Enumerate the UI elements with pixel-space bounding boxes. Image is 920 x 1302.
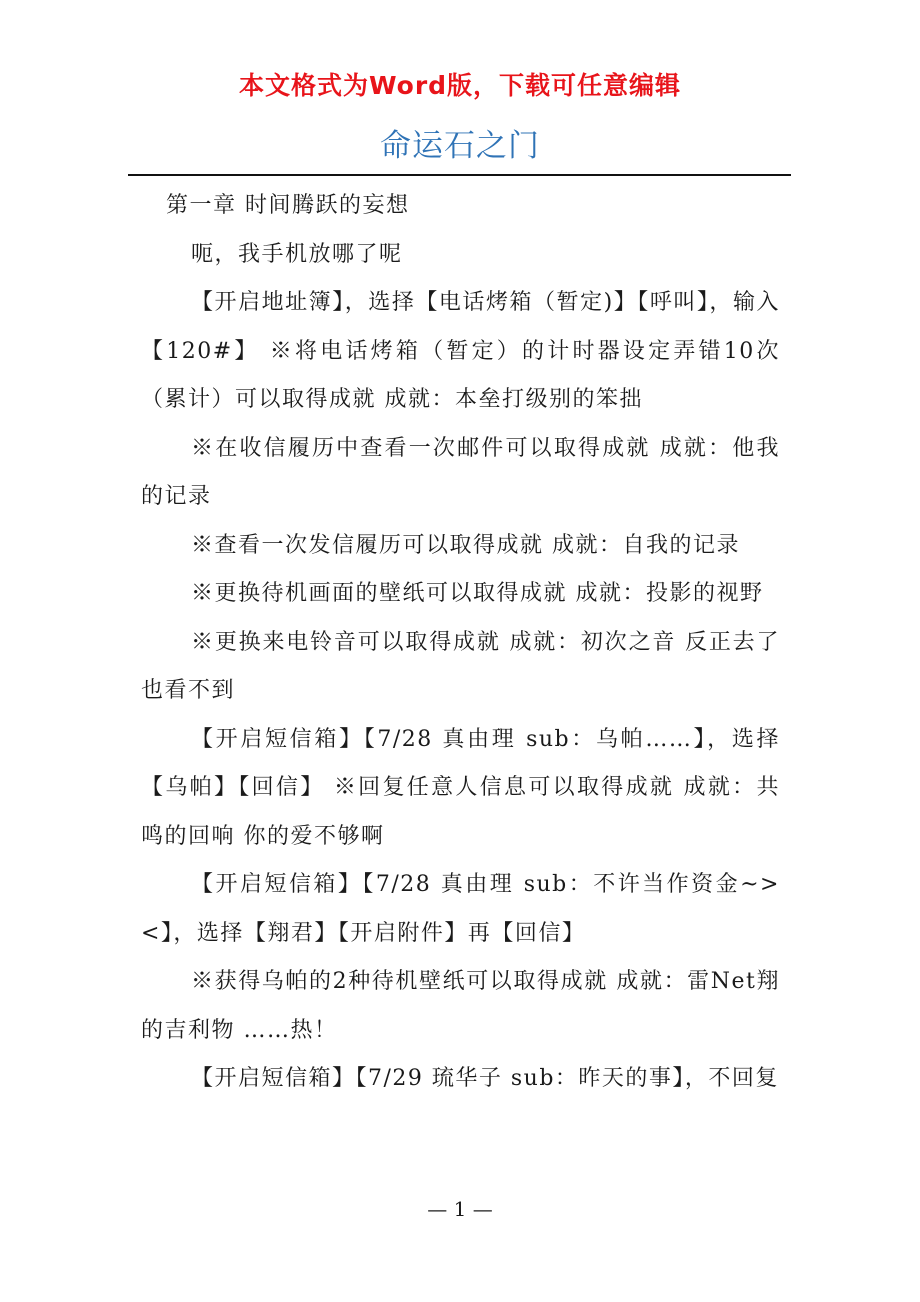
- paragraph: ※获得乌帕的2种待机壁纸可以取得成就 成就：雷Net翔的吉利物 ……热！: [141, 969, 780, 1043]
- paragraph: 呃，我手机放哪了呢: [191, 241, 403, 267]
- paragraph: 【开启短信箱】【7/29 琉华子 sub：昨天的事】，不回复: [191, 1066, 779, 1091]
- document-body: [141, 182, 780, 1104]
- header-rule: [128, 174, 791, 176]
- paragraph: 【开启短信箱】【7/28 真由理 sub：乌帕……】，选择【乌帕】【回信】 ※回复任意人信息可以取得成就 成就：共鸣的回响 你的爱不够啊: [141, 726, 780, 849]
- paragraph: ※更换来电铃音可以取得成就 成就：初次之音 反正去了也看不到: [141, 629, 780, 703]
- paragraph: 【开启短信箱】【7/28 真由理 sub：不许当作资金~><】，选择【翔君】【开启附件】再【回信】: [141, 872, 780, 946]
- paragraph: ※查看一次发信履历可以取得成就 成就：自我的记录: [191, 532, 740, 558]
- format-banner: 本文格式为Word版，下载可任意编辑: [238, 71, 682, 100]
- chapter-heading: 第一章 时间腾跃的妄想: [166, 193, 410, 218]
- paragraph: ※更换待机画面的壁纸可以取得成就 成就：投影的视野: [191, 581, 764, 606]
- document-title: 命运石之门: [380, 128, 540, 164]
- paragraph: ※在收信履历中查看一次邮件可以取得成就 成就：他我的记录: [141, 435, 780, 509]
- paragraph: 【开启地址簿】，选择【电话烤箱（暂定)】【呼叫】，输入【120#】 ※将电话烤箱（暂定）的计时器设定弄错10次（累计）可以取得成就 成就：本垒打级别的笨拙: [141, 290, 780, 412]
- page-number: — 1 —: [427, 1197, 493, 1221]
